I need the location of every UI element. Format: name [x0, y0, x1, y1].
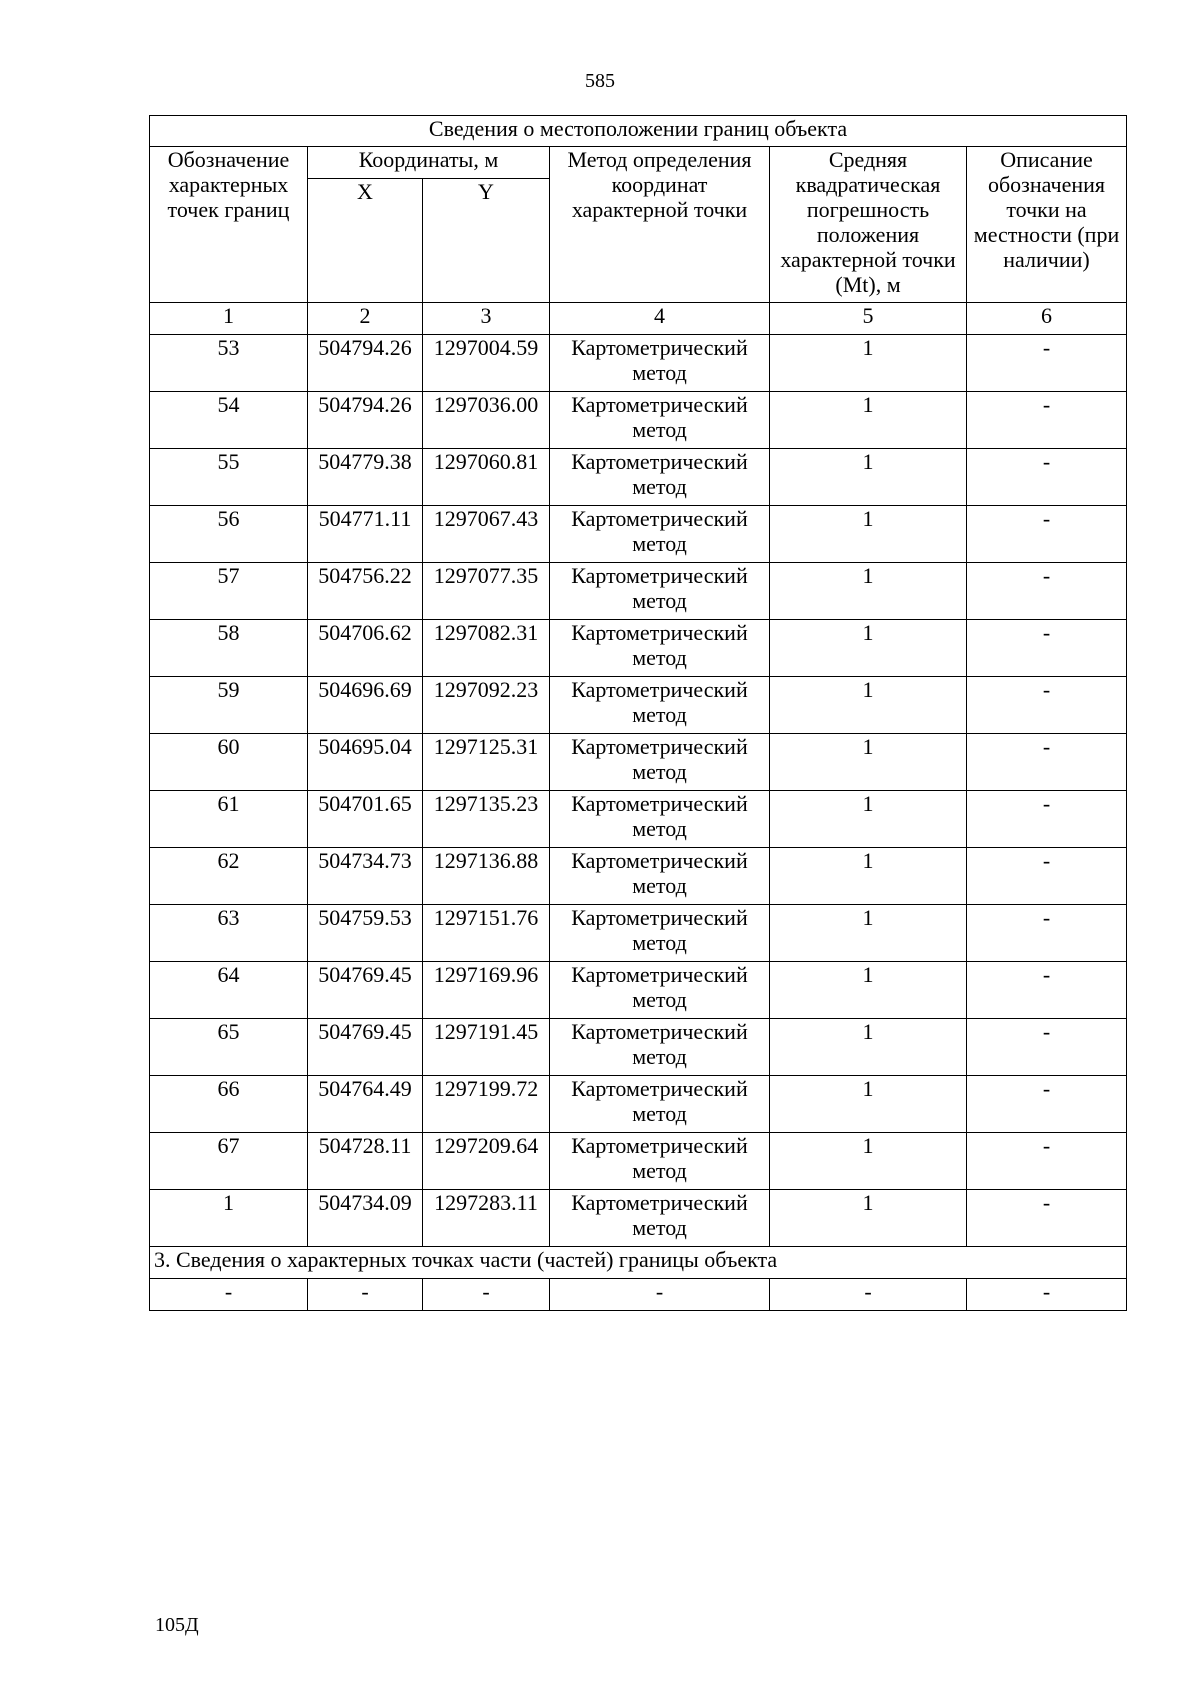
method-cell: Картометрический метод: [550, 563, 770, 620]
point-cell: 56: [150, 506, 308, 563]
description-cell: -: [967, 734, 1127, 791]
mt-cell: 1: [770, 506, 967, 563]
description-cell: -: [967, 620, 1127, 677]
table-row: [150, 392, 1127, 449]
description-cell: -: [967, 392, 1127, 449]
y-cell: 1297060.81: [423, 449, 550, 506]
header-error: Средняя квадратическая погрешность положения характерной точки (Mt), м: [770, 147, 967, 303]
boundary-points-table: [149, 115, 1127, 1311]
empty-row: [150, 1279, 1127, 1311]
page-number: 585: [585, 70, 615, 92]
empty-cell: -: [550, 1279, 770, 1311]
point-cell: 53: [150, 335, 308, 392]
column-number-row: [150, 303, 1127, 335]
y-cell: 1297191.45: [423, 1019, 550, 1076]
mt-cell: 1: [770, 1133, 967, 1190]
table-row: [150, 734, 1127, 791]
y-cell: 1297199.72: [423, 1076, 550, 1133]
method-cell: Картометрический метод: [550, 1190, 770, 1247]
x-cell: 504734.09: [308, 1190, 423, 1247]
point-cell: 65: [150, 1019, 308, 1076]
point-cell: 62: [150, 848, 308, 905]
footer-code: 105Д: [155, 1614, 199, 1636]
mt-cell: 1: [770, 620, 967, 677]
description-cell: -: [967, 1190, 1127, 1247]
empty-cell: -: [150, 1279, 308, 1311]
description-cell: -: [967, 506, 1127, 563]
method-cell: Картометрический метод: [550, 620, 770, 677]
mt-cell: 1: [770, 563, 967, 620]
y-cell: 1297209.64: [423, 1133, 550, 1190]
x-cell: 504734.73: [308, 848, 423, 905]
point-cell: 57: [150, 563, 308, 620]
x-cell: 504769.45: [308, 962, 423, 1019]
empty-cell: -: [308, 1279, 423, 1311]
description-cell: -: [967, 677, 1127, 734]
description-cell: -: [967, 1076, 1127, 1133]
table-row: [150, 677, 1127, 734]
point-cell: 1: [150, 1190, 308, 1247]
table-row: [150, 335, 1127, 392]
y-cell: 1297077.35: [423, 563, 550, 620]
y-cell: 1297283.11: [423, 1190, 550, 1247]
table-row: [150, 1019, 1127, 1076]
x-cell: 504701.65: [308, 791, 423, 848]
x-cell: 504756.22: [308, 563, 423, 620]
table-title: Сведения о местоположении границ объекта: [150, 116, 1127, 147]
x-cell: 504771.11: [308, 506, 423, 563]
table-row: [150, 1133, 1127, 1190]
description-cell: -: [967, 848, 1127, 905]
point-cell: 67: [150, 1133, 308, 1190]
point-cell: 54: [150, 392, 308, 449]
mt-cell: 1: [770, 335, 967, 392]
x-cell: 504794.26: [308, 335, 423, 392]
mt-cell: 1: [770, 905, 967, 962]
method-cell: Картометрический метод: [550, 734, 770, 791]
x-cell: 504764.49: [308, 1076, 423, 1133]
section-title: 3. Сведения о характерных точках части (частей) границы объекта: [150, 1247, 1127, 1279]
header-designation: Обозначение характерных точек границ: [150, 147, 308, 303]
mt-cell: 1: [770, 962, 967, 1019]
description-cell: -: [967, 449, 1127, 506]
empty-cell: -: [967, 1279, 1127, 1311]
method-cell: Картометрический метод: [550, 392, 770, 449]
method-cell: Картометрический метод: [550, 1076, 770, 1133]
method-cell: Картометрический метод: [550, 1019, 770, 1076]
header-description: Описание обозначения точки на местности (при наличии): [967, 147, 1127, 303]
y-cell: 1297092.23: [423, 677, 550, 734]
point-cell: 60: [150, 734, 308, 791]
mt-cell: 1: [770, 677, 967, 734]
description-cell: -: [967, 905, 1127, 962]
mt-cell: 1: [770, 1019, 967, 1076]
column-number: 5: [770, 303, 967, 335]
method-cell: Картометрический метод: [550, 905, 770, 962]
y-cell: 1297036.00: [423, 392, 550, 449]
mt-cell: 1: [770, 848, 967, 905]
description-cell: -: [967, 791, 1127, 848]
description-cell: -: [967, 1133, 1127, 1190]
header-coordinates: Координаты, м: [308, 147, 550, 179]
x-cell: 504696.69: [308, 677, 423, 734]
y-cell: 1297136.88: [423, 848, 550, 905]
x-cell: 504728.11: [308, 1133, 423, 1190]
column-number: 1: [150, 303, 308, 335]
table-row: [150, 791, 1127, 848]
point-cell: 58: [150, 620, 308, 677]
point-cell: 59: [150, 677, 308, 734]
column-number: 2: [308, 303, 423, 335]
point-cell: 64: [150, 962, 308, 1019]
table-row: [150, 1076, 1127, 1133]
table-row: [150, 1190, 1127, 1247]
table-row: [150, 563, 1127, 620]
table-row: [150, 506, 1127, 563]
mt-cell: 1: [770, 1190, 967, 1247]
header-y: Y: [423, 179, 550, 303]
table-row: [150, 449, 1127, 506]
empty-cell: -: [423, 1279, 550, 1311]
x-cell: 504794.26: [308, 392, 423, 449]
method-cell: Картометрический метод: [550, 848, 770, 905]
table-row: [150, 620, 1127, 677]
y-cell: 1297151.76: [423, 905, 550, 962]
method-cell: Картометрический метод: [550, 791, 770, 848]
mt-cell: 1: [770, 392, 967, 449]
empty-cell: -: [770, 1279, 967, 1311]
mt-cell: 1: [770, 791, 967, 848]
x-cell: 504759.53: [308, 905, 423, 962]
column-number: 6: [967, 303, 1127, 335]
method-cell: Картометрический метод: [550, 449, 770, 506]
method-cell: Картометрический метод: [550, 506, 770, 563]
y-cell: 1297004.59: [423, 335, 550, 392]
y-cell: 1297125.31: [423, 734, 550, 791]
description-cell: -: [967, 563, 1127, 620]
mt-cell: 1: [770, 449, 967, 506]
method-cell: Картометрический метод: [550, 677, 770, 734]
description-cell: -: [967, 335, 1127, 392]
header-x: X: [308, 179, 423, 303]
method-cell: Картометрический метод: [550, 335, 770, 392]
table-row: [150, 848, 1127, 905]
description-cell: -: [967, 962, 1127, 1019]
header-method: Метод определения координат характерной точки: [550, 147, 770, 303]
table-row: [150, 905, 1127, 962]
point-cell: 61: [150, 791, 308, 848]
column-number: 4: [550, 303, 770, 335]
y-cell: 1297135.23: [423, 791, 550, 848]
description-cell: -: [967, 1019, 1127, 1076]
method-cell: Картометрический метод: [550, 1133, 770, 1190]
point-cell: 63: [150, 905, 308, 962]
y-cell: 1297169.96: [423, 962, 550, 1019]
mt-cell: 1: [770, 734, 967, 791]
point-cell: 66: [150, 1076, 308, 1133]
x-cell: 504695.04: [308, 734, 423, 791]
x-cell: 504706.62: [308, 620, 423, 677]
x-cell: 504779.38: [308, 449, 423, 506]
table-row: [150, 962, 1127, 1019]
y-cell: 1297067.43: [423, 506, 550, 563]
method-cell: Картометрический метод: [550, 962, 770, 1019]
point-cell: 55: [150, 449, 308, 506]
x-cell: 504769.45: [308, 1019, 423, 1076]
mt-cell: 1: [770, 1076, 967, 1133]
column-number: 3: [423, 303, 550, 335]
y-cell: 1297082.31: [423, 620, 550, 677]
